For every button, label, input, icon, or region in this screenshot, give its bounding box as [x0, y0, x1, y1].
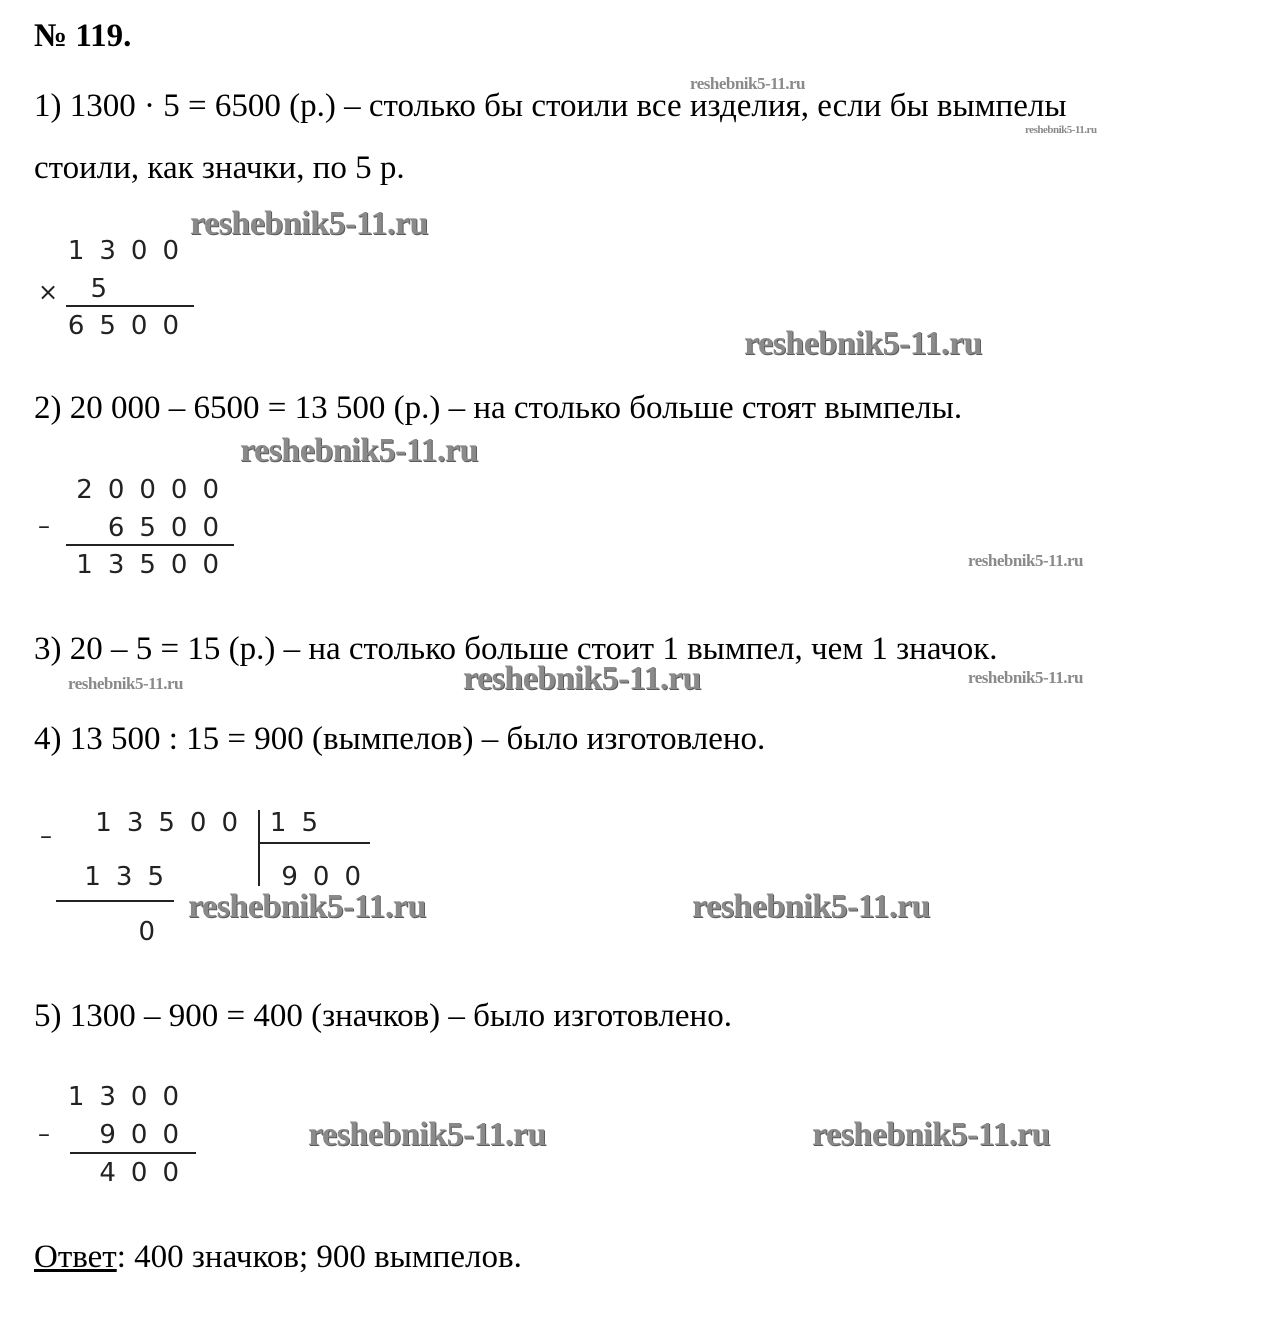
minuend: 1300	[67, 1082, 194, 1112]
divisor-line	[258, 842, 370, 844]
remainder: 0	[138, 917, 170, 947]
answer-label: Ответ	[34, 1239, 117, 1275]
watermark: reshebnik5-11.ru	[968, 551, 1083, 570]
watermark: reshebnik5-11.ru	[692, 888, 930, 925]
minuend: 20000	[76, 475, 234, 505]
quotient: 900	[281, 862, 376, 892]
watermark: reshebnik5-11.ru	[188, 888, 426, 925]
step-4: 4) 13 500 : 15 = 900 (вымпелов) – было изготовлено.	[34, 721, 766, 757]
answer	[34, 1237, 522, 1277]
step-3: 3) 20 – 5 = 15 (р.) – на столько больше стоит 1 вымпел, чем 1 значок.	[34, 631, 998, 667]
minus-sign: –	[38, 1120, 50, 1148]
watermark: reshebnik5-11.ru	[690, 74, 805, 93]
remainder-line	[56, 900, 174, 902]
watermark: reshebnik5-11.ru	[1025, 124, 1097, 136]
step-1-line-1: 1) 1300 · 5 = 6500 (р.) – столько бы стоили все изделия, если бы вымпелы	[34, 88, 1067, 124]
difference: 400	[99, 1158, 194, 1188]
problem-number: № 119.	[34, 18, 132, 54]
watermark: reshebnik5-11.ru	[463, 660, 701, 697]
step-1-line-2: стоили, как значки, по 5 р.	[34, 150, 405, 186]
watermark: reshebnik5-11.ru	[968, 668, 1083, 687]
watermark: reshebnik5-11.ru	[812, 1116, 1050, 1153]
divisor: 15	[269, 808, 333, 838]
product: 6500	[67, 311, 194, 341]
difference: 13500	[76, 550, 234, 580]
subtrahend: 900	[99, 1120, 194, 1150]
answer-text: : 400 значков; 900 вымпелов.	[116, 1239, 522, 1275]
watermark: reshebnik5-11.ru	[190, 205, 428, 242]
partial-product: 135	[84, 862, 179, 892]
watermark: reshebnik5-11.ru	[240, 432, 478, 469]
watermark: reshebnik5-11.ru	[68, 674, 183, 693]
multiplicand: 1300	[67, 236, 194, 266]
division-vertical-line	[258, 810, 260, 886]
multiply-sign: ×	[38, 278, 59, 306]
dividend: 13500	[95, 808, 253, 838]
step-5: 5) 1300 – 900 = 400 (значков) – было изготовлено.	[34, 998, 732, 1034]
minus-sign: –	[38, 512, 50, 540]
subtrahend: 6500	[107, 513, 234, 543]
step-2: 2) 20 000 – 6500 = 13 500 (р.) – на столько больше стоят вымпелы.	[34, 390, 963, 426]
minus-sign: –	[40, 822, 52, 850]
watermark: reshebnik5-11.ru	[308, 1116, 546, 1153]
watermark: reshebnik5-11.ru	[744, 325, 982, 362]
multiplier: 5	[90, 274, 122, 304]
